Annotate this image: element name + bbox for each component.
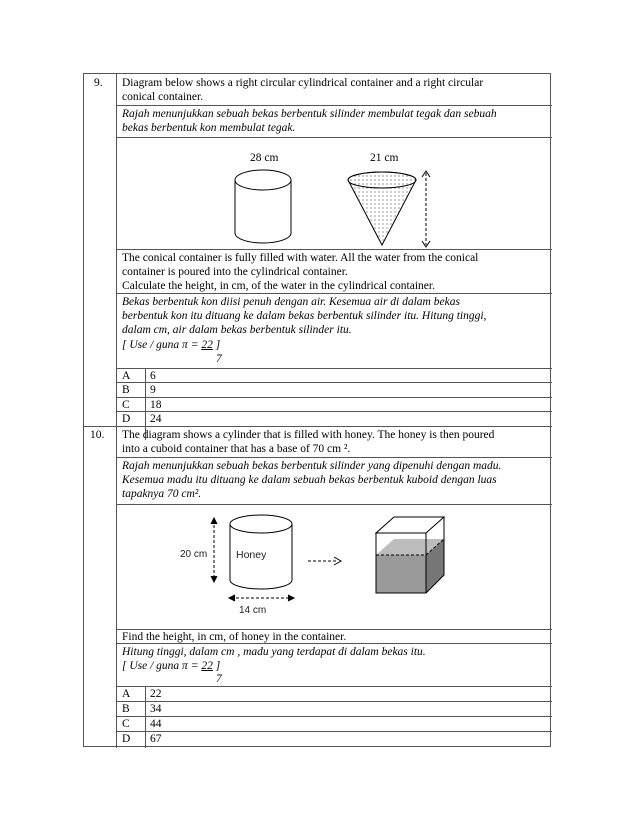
option-letter[interactable]: D (122, 413, 131, 425)
option-value[interactable]: 34 (150, 703, 162, 715)
row-divider (116, 368, 552, 369)
row-divider (116, 249, 552, 250)
row-divider (116, 105, 552, 106)
option-letter[interactable]: B (122, 384, 130, 396)
pi-denominator: 7 (216, 353, 222, 365)
row-divider (116, 397, 552, 398)
option-value[interactable]: 22 (150, 688, 162, 700)
pi-denominator: 7 (216, 673, 222, 685)
option-value[interactable]: 24 (150, 413, 162, 425)
task-en: Calculate the height, in cm, of the water in the cylindrical container. (122, 280, 435, 292)
cone-diameter-label: 21 cm (370, 152, 399, 164)
cone-drawing (346, 171, 456, 251)
pi-note-suffix: ] (212, 339, 221, 351)
task-my: dalam cm, air dalam bekas berbentuk silinder itu. (122, 324, 352, 336)
question-divider (84, 426, 552, 427)
pi-note-suffix: ] (212, 660, 221, 672)
question-number: 9. (94, 77, 103, 89)
task-en: Find the height, in cm, of honey in the container. (122, 631, 347, 643)
option-value[interactable]: 67 (150, 733, 162, 745)
row-divider (116, 701, 552, 702)
option-value[interactable]: 9 (150, 384, 156, 396)
question-stem-my: Rajah menunjukkan sebuah bekas berbentuk silinder yang dipenuhi dengan madu. (122, 460, 502, 472)
honey-cylinder-drawing (210, 514, 300, 604)
task-my: Hitung tinggi, dalam cm , madu yang terdapat di dalam bekas itu. (122, 646, 426, 658)
row-divider (116, 686, 552, 687)
option-value[interactable]: 44 (150, 718, 162, 730)
pour-arrow (308, 556, 344, 566)
question-stem-en: into a cuboid container that has a base of 70 cm ². (122, 443, 351, 455)
pi-note (122, 659, 220, 673)
question-stem-my: Kesemua madu itu dituang ke dalam sebuah bekas berbentuk kuboid dengan luas (122, 474, 497, 486)
option-letter[interactable]: C (122, 718, 130, 730)
option-letter[interactable]: C (122, 399, 130, 411)
honey-label: Honey (236, 549, 267, 561)
cylinder-diameter-label: 28 cm (250, 152, 279, 164)
option-letter[interactable]: A (122, 688, 131, 700)
task-en: container is poured into the cylindrical container. (122, 266, 348, 278)
pi-numerator: 22 (201, 660, 213, 672)
question-stem-my: tapaknya 70 cm². (122, 488, 202, 500)
row-divider (116, 382, 552, 383)
row-divider (116, 504, 552, 505)
pi-note-prefix: [ Use / guna π = (122, 339, 202, 351)
option-value[interactable]: 18 (150, 399, 162, 411)
task-en: The conical container is fully filled with water. All the water from the conical (122, 252, 479, 264)
question-stem-en: The diagram shows a cylinder that is filled with honey. The honey is then poured (122, 429, 495, 441)
question-stem-my: bekas berbentuk kon membulat tegak. (122, 122, 296, 134)
question-table (83, 73, 551, 747)
cylinder-drawing (234, 169, 304, 249)
pi-note-prefix: [ Use / guna π = (122, 660, 202, 672)
question-stem-my: Rajah menunjukkan sebuah bekas berbentuk silinder membulat tegak dan sebuah (122, 108, 497, 120)
option-column-divider-q10 (145, 686, 146, 748)
row-divider (116, 457, 552, 458)
pi-numerator: 22 (201, 339, 213, 351)
question-stem-en: conical container. (122, 91, 204, 103)
cylinder-diameter-label: 14 cm (239, 605, 267, 616)
row-divider (116, 411, 552, 412)
cuboid-container-drawing (374, 511, 454, 597)
task-my: berbentuk kon itu dituang ke dalam bekas berbentuk silinder itu. Hitung tinggi, (122, 310, 487, 322)
option-letter[interactable]: B (122, 703, 130, 715)
row-divider (116, 731, 552, 732)
row-divider (116, 716, 552, 717)
question-stem-en: Diagram below shows a right circular cylindrical container and a right circular (122, 77, 484, 89)
row-divider (116, 293, 552, 294)
task-my: Bekas berbentuk kon diisi penuh dengan air. Kesemua air di dalam bekas (122, 296, 460, 308)
question-number: 10. (90, 429, 105, 441)
row-divider (116, 137, 552, 138)
option-value[interactable]: 6 (150, 370, 156, 382)
pi-note (122, 338, 220, 352)
cylinder-height-label: 20 cm (180, 549, 208, 560)
option-letter[interactable]: D (122, 733, 131, 745)
option-letter[interactable]: A (122, 370, 131, 382)
